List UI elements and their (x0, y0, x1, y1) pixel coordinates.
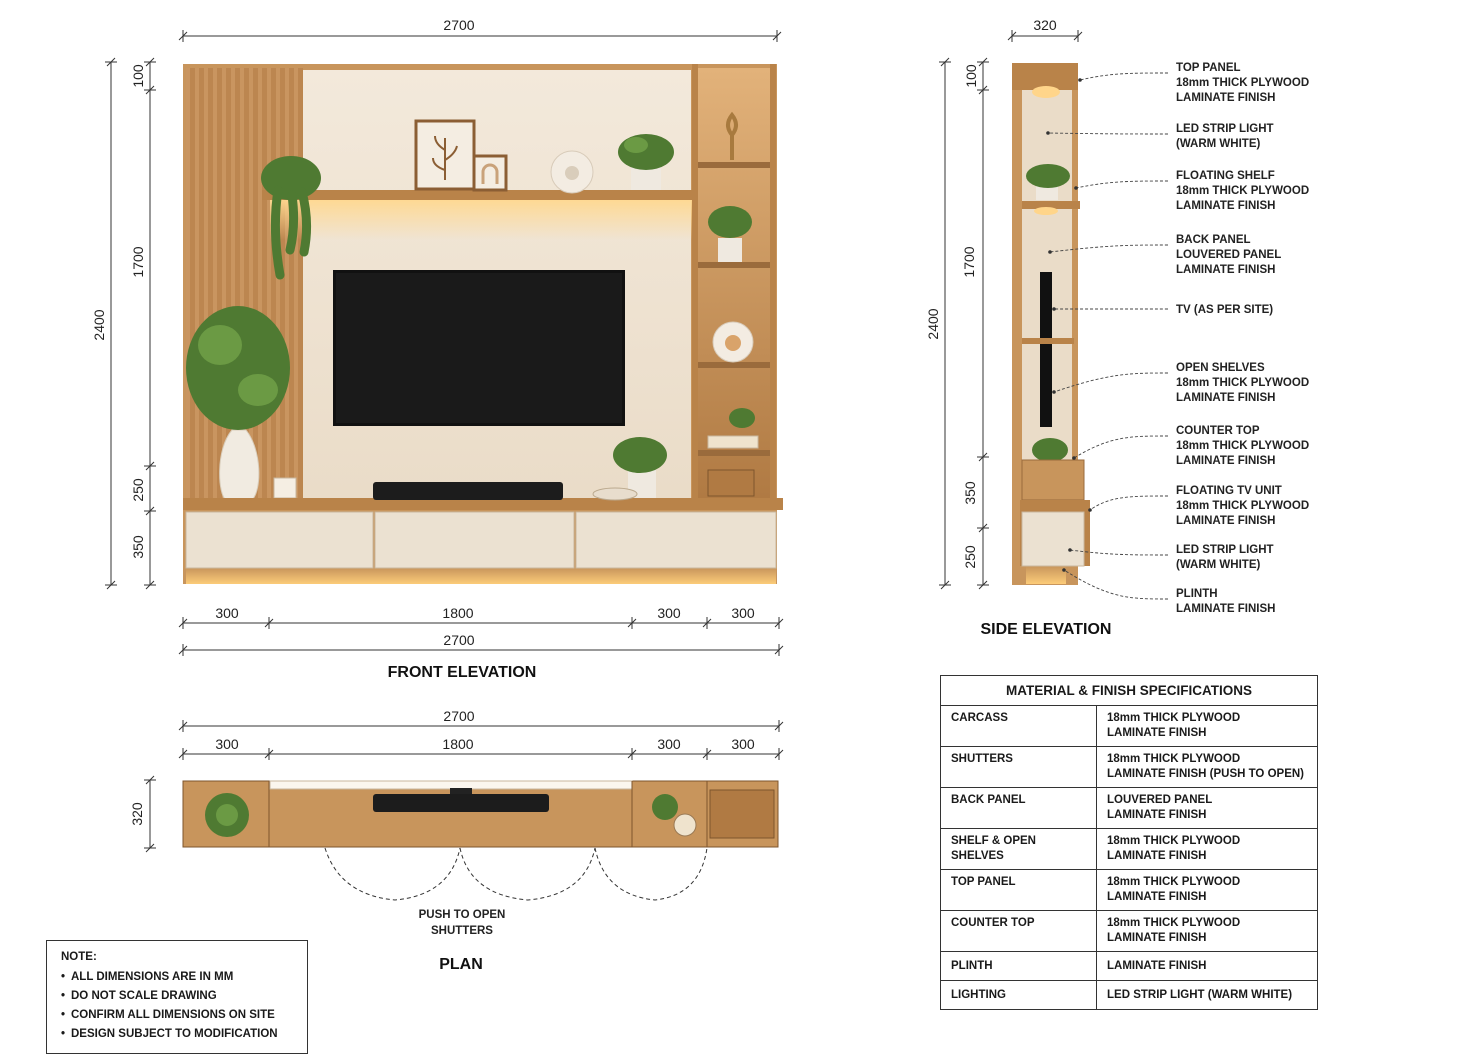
spec-row (941, 788, 1318, 829)
side-counter-plant (1032, 438, 1068, 462)
callout-dot (1072, 456, 1076, 460)
front-height-3: 250 (130, 478, 146, 502)
spec-item: SHUTTERS (941, 747, 1097, 788)
callout-dot (1088, 508, 1092, 512)
plan-view (183, 781, 778, 900)
spec-value: LOUVERED PANEL LAMINATE FINISH (1097, 788, 1318, 829)
plinth-glow (186, 568, 776, 584)
side-height-3: 350 (962, 481, 978, 505)
spec-item: BACK PANEL (941, 788, 1097, 829)
spec-value: 18mm THICK PLYWOOD LAMINATE FINISH (PUSH TO OPEN) (1097, 747, 1318, 788)
candle (274, 478, 296, 498)
plan-bowl (674, 814, 696, 836)
note-item: • ALL DIMENSIONS ARE IN MM (71, 971, 293, 983)
louver-slat (253, 68, 258, 498)
side-callout-text: 18mm THICK PLYWOOD (1176, 185, 1310, 197)
callout-dot (1068, 548, 1072, 552)
side-elevation-title: SIDE ELEVATION (980, 621, 1112, 638)
callout-leader (1090, 496, 1168, 510)
side-callout-text: PLINTH (1176, 588, 1218, 600)
spec-row (941, 870, 1318, 911)
side-height-1: 100 (963, 64, 979, 88)
louver-slat (289, 68, 294, 498)
spec-item: CARCASS (941, 706, 1097, 747)
side-callout-text: LAMINATE FINISH (1176, 200, 1276, 212)
plan-label-line2: SHUTTERS (431, 925, 493, 937)
plan-body (183, 781, 778, 847)
side-height-4: 250 (962, 545, 978, 569)
spec-item: LIGHTING (941, 981, 1097, 1010)
plan-wall-strip (270, 781, 632, 789)
spec-value: 18mm THICK PLYWOOD LAMINATE FINISH (1097, 706, 1318, 747)
plan-w3: 300 (657, 736, 681, 752)
callout-dot (1048, 250, 1052, 254)
notes-list (61, 971, 293, 1040)
callout-dot (1062, 568, 1066, 572)
spec-item: TOP PANEL (941, 870, 1097, 911)
front-bottom-w4: 300 (731, 605, 755, 621)
side-callout-text: (WARM WHITE) (1176, 559, 1261, 571)
spec-value: 18mm THICK PLYWOOD LAMINATE FINISH (1097, 870, 1318, 911)
tv-screen (336, 273, 622, 423)
specs-title: MATERIAL & FINISH SPECIFICATIONS (941, 676, 1318, 706)
front-height-1: 100 (130, 64, 146, 88)
front-top-width: 2700 (443, 17, 475, 33)
louver-slat (199, 68, 204, 498)
side-callouts (1176, 62, 1309, 615)
callout-leader (1064, 570, 1168, 599)
shutters (186, 512, 776, 568)
side-callout-text: BACK PANEL (1176, 234, 1251, 246)
louver-slat (208, 68, 213, 498)
spec-row (941, 981, 1318, 1010)
spec-row (941, 952, 1318, 981)
louver-slat (217, 68, 222, 498)
louver-slat (298, 68, 303, 498)
louver-slat (262, 68, 267, 498)
soundbar (373, 482, 563, 500)
side-callout-text: OPEN SHELVES (1176, 362, 1265, 374)
front-elevation (183, 64, 783, 584)
side-callout-text: LAMINATE FINISH (1176, 603, 1276, 615)
callout-dot (1074, 186, 1078, 190)
picture-frame-small (474, 156, 506, 190)
callout-dot (1052, 307, 1056, 311)
spec-item: COUNTER TOP (941, 911, 1097, 952)
side-callout-text: FLOATING TV UNIT (1176, 485, 1282, 497)
specs-header-row (941, 676, 1318, 706)
side-callout-text: 18mm THICK PLYWOOD (1176, 500, 1310, 512)
side-callout-text: LED STRIP LIGHT (1176, 544, 1274, 556)
round-vase-hole (565, 166, 579, 180)
side-callout-text: LAMINATE FINISH (1176, 515, 1276, 527)
side-callout-text: TOP PANEL (1176, 62, 1241, 74)
notes-title: NOTE: (61, 951, 97, 963)
note-item: • CONFIRM ALL DIMENSIONS ON SITE (71, 1009, 293, 1021)
plan-plant-right (652, 794, 678, 820)
spec-row (941, 829, 1318, 870)
plan-w2: 1800 (442, 736, 474, 752)
spec-row (941, 747, 1318, 788)
front-height-2: 1700 (130, 246, 146, 278)
front-bottom-w3: 300 (657, 605, 681, 621)
side-height-2: 1700 (961, 246, 977, 278)
plan-tv-stand (450, 788, 472, 794)
side-callout-text: LAMINATE FINISH (1176, 264, 1276, 276)
plan-label-line1: PUSH TO OPEN (418, 909, 506, 921)
plan-total: 2700 (443, 708, 475, 724)
side-counter-block (1022, 460, 1084, 500)
plan-title: PLAN (439, 956, 483, 973)
callout-leader (1080, 73, 1168, 80)
plan-plant-left-inner (216, 804, 238, 826)
side-callout-text: (WARM WHITE) (1176, 138, 1261, 150)
spec-row (941, 706, 1318, 747)
side-tv (1040, 272, 1052, 427)
plan-w1: 300 (215, 736, 239, 752)
side-callout-text: LOUVERED PANEL (1176, 249, 1282, 261)
right-shelf-unit (692, 64, 776, 498)
side-callout-text: TV (AS PER SITE) (1176, 304, 1274, 316)
side-top-panel (1012, 63, 1078, 90)
side-plinth-glow (1026, 566, 1066, 584)
side-callout-text: 18mm THICK PLYWOOD (1176, 77, 1310, 89)
side-shelf-glow (1034, 207, 1058, 215)
side-callout-text: LAMINATE FINISH (1176, 92, 1276, 104)
callout-dot (1046, 131, 1050, 135)
spec-item: PLINTH (941, 952, 1097, 981)
front-height-4: 350 (130, 535, 146, 559)
front-bottom-total: 2700 (443, 632, 475, 648)
side-callout-text: FLOATING SHELF (1176, 170, 1275, 182)
note-item: • DESIGN SUBJECT TO MODIFICATION (71, 1028, 293, 1040)
front-height-total: 2400 (91, 309, 107, 341)
spec-value: LED STRIP LIGHT (WARM WHITE) (1097, 981, 1318, 1010)
spec-item: SHELF & OPEN SHELVES (941, 829, 1097, 870)
side-shutter (1022, 512, 1084, 566)
shelf-glow (270, 200, 692, 240)
spec-value: 18mm THICK PLYWOOD LAMINATE FINISH (1097, 829, 1318, 870)
notes-box (46, 940, 308, 1054)
front-elevation-title: FRONT ELEVATION (387, 664, 537, 681)
side-callout-text: 18mm THICK PLYWOOD (1176, 377, 1310, 389)
side-callout-text: 18mm THICK PLYWOOD (1176, 440, 1310, 452)
spec-value: LAMINATE FINISH (1097, 952, 1318, 981)
side-height-total: 2400 (925, 308, 941, 340)
side-depth: 320 (1033, 17, 1057, 33)
plan-depth: 320 (129, 802, 145, 826)
side-callout-text: LAMINATE FINISH (1176, 455, 1276, 467)
side-elevation (1012, 63, 1090, 585)
side-callout-text: LED STRIP LIGHT (1176, 123, 1274, 135)
callout-leader (1074, 436, 1168, 458)
spec-row (941, 911, 1318, 952)
plan-soundbar (373, 794, 549, 812)
push-open-arcs (325, 848, 707, 900)
side-top-glow (1032, 86, 1060, 98)
side-shelf-2 (1022, 338, 1074, 344)
spec-value: 18mm THICK PLYWOOD LAMINATE FINISH (1097, 911, 1318, 952)
front-bottom-w1: 300 (215, 605, 239, 621)
callout-dot (1052, 390, 1056, 394)
louver-slat (190, 68, 195, 498)
side-callout-text: LAMINATE FINISH (1176, 392, 1276, 404)
specs-table (940, 675, 1318, 1010)
note-item: • DO NOT SCALE DRAWING (71, 990, 293, 1002)
front-bottom-w2: 1800 (442, 605, 474, 621)
plan-w4: 300 (731, 736, 755, 752)
louver-slat (271, 68, 276, 498)
side-callout-text: COUNTER TOP (1176, 425, 1260, 437)
callout-dot (1078, 78, 1082, 82)
plan-niche (710, 790, 774, 838)
louver-slat (280, 68, 285, 498)
callout-leader (1076, 181, 1168, 188)
counter-bowl (593, 488, 637, 500)
